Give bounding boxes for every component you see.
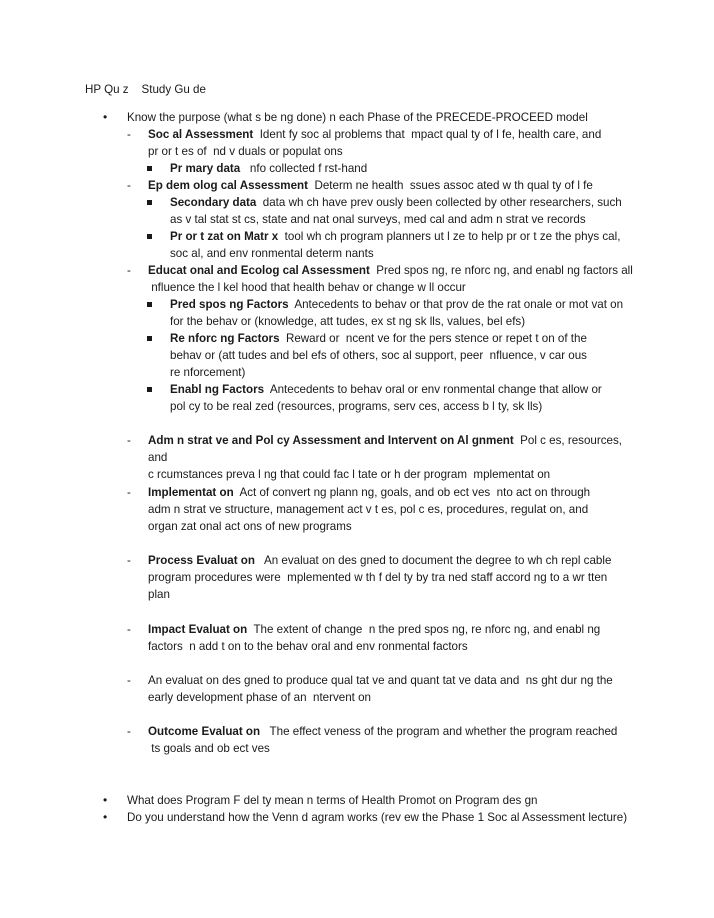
desc-admin-line1: Pol c es, resources, and [148,434,626,464]
term-administrative-policy: Adm n strat ve and Pol cy Assessment and Intervent on Al gnment [148,434,514,447]
term-enabling-factors: Enabl ng Factors [170,383,265,396]
desc-secondary-line2: as v tal stat st cs, state and nat onal surveys, med cal and adm n strat ve records [170,213,586,226]
term-process-evaluation: Process Evaluat on [148,554,255,567]
desc-edu-line2: nfluence the l kel hood that health behav or change w ll occur [148,281,466,294]
square-bullet-icon [147,387,152,392]
square-bullet-icon [147,200,152,205]
desc-enabling-line2: pol cy to be real zed (resources, programs, serv ces, access b l ty, sk lls) [170,400,543,413]
list-item-social-assessment [127,126,638,160]
term-implementation: Implementat on [148,486,234,499]
desc-implementation-line2: adm n strat ve structure, management act v t es, pol c es, procedures, regulat on, and [148,503,589,516]
list-item-administrative-policy-assessment [127,432,638,483]
term-prioritization-matrix: Pr or t zat on Matr x [170,230,279,243]
dash-icon: - [127,179,131,192]
term-secondary-data: Secondary data [170,196,257,209]
desc-epi: Determ ne health ssues assoc ated w th qual ty of l fe [308,179,593,192]
list-item-outcome-evaluation [127,723,638,757]
dash-icon: - [127,623,131,636]
question-1-text: Know the purpose (what s be ng done) n each Phase of the PRECEDE-PROCEED model [127,111,588,124]
square-bullet-icon [147,166,152,171]
desc-secondary-line1: data wh ch have prev ously been collected by other researchers, such [256,196,622,209]
desc-implementation-line3: organ zat onal act ons of new programs [148,520,352,533]
bullet-icon: • [103,793,108,807]
dash-icon: - [127,486,131,499]
square-bullet-icon [147,234,152,239]
desc-primary: nfo collected f rst-hand [240,162,368,175]
list-item-implementation [127,484,638,535]
desc-predisposing-line2: for the behav or (knowledge, att tudes, ex st ng sk lls, values, bel efs) [170,315,526,328]
term-social-assessment: Soc al Assessment [148,128,254,141]
dash-icon: - [127,554,131,567]
desc-process-line3: plan [148,588,170,601]
bullet-icon: • [103,110,108,124]
desc-reinforcing-line1: Reward or ncent ve for the pers stence or repet t on of the [279,332,587,345]
desc-social-line2: pr or t es of nd v duals or populat ons [148,145,343,158]
desc-process-line2: program procedures were mplemented w th f del ty by tra ned staff accord ng to a wr tten [148,571,608,584]
dash-icon: - [127,128,131,141]
desc-formative-line2: early development phase of an ntervent on [148,691,372,704]
desc-matrix-line1: tool wh ch program planners ut l ze to help pr or t ze the phys cal, [278,230,621,243]
square-bullet-icon [147,336,152,341]
desc-impact-line1: The extent of change n the pred spos ng, re nforc ng, and enabl ng [247,623,601,636]
question-3-text: Do you understand how the Venn d agram works (rev ew the Phase 1 Soc al Assessment lecture) [127,811,628,824]
dash-icon: - [127,674,131,687]
list-item-primary-data [170,160,640,177]
desc-enabling-line1: Antecedents to behav oral or env ronmental change that allow or [264,383,602,396]
question-3 [103,809,687,826]
desc-implementation-line1: Act of convert ng plann ng, goals, and ob ect ves nto act on through [233,486,591,499]
list-item-formative-evaluation [127,672,638,706]
term-predisposing-factors: Pred spos ng Factors [170,298,289,311]
desc-admin-line2: c rcumstances preva l ng that could fac l tate or h der program mplementat on [148,468,551,481]
dash-icon: - [127,725,131,738]
term-educational-ecological: Educat onal and Ecolog cal Assessment [148,264,370,277]
desc-edu-line1: Pred spos ng, re nforc ng, and enabl ng factors all [369,264,633,277]
term-impact-evaluation: Impact Evaluat on [148,623,248,636]
dash-icon: - [127,434,131,447]
list-item-enabling-factors [170,381,640,415]
list-item-reinforcing-factors [170,330,640,381]
list-item-epidemiological-assessment [127,177,638,194]
term-reinforcing-factors: Re nforc ng Factors [170,332,280,345]
dash-icon: - [127,264,131,277]
desc-reinforcing-line2: behav or (att tudes and bel efs of others, soc al support, peer nfluence, v car ous [170,349,587,362]
term-epidemiological-assessment: Ep dem olog cal Assessment [148,179,309,192]
desc-social-line1: Ident fy soc al problems that mpact qual ty of l fe, health care, and [253,128,602,141]
question-2-text: What does Program F del ty mean n terms of Health Promot on Program des gn [127,794,538,807]
desc-impact-line2: factors n add t on to the behav oral and env ronmental factors [148,640,468,653]
list-item-secondary-data [170,194,640,228]
page-title: HP Qu z Study Gu de [85,83,206,96]
desc-outcome-line2: ts goals and ob ect ves [148,742,270,755]
desc-matrix-line2: soc al, and env ronmental determ nants [170,247,374,260]
desc-outcome-line1: The effect veness of the program and whether the program reached [260,725,618,738]
term-primary-data: Pr mary data [170,162,241,175]
list-item-predisposing-factors [170,296,640,330]
bullet-icon: • [103,810,108,824]
term-outcome-evaluation: Outcome Evaluat on [148,725,261,738]
list-item-prioritization-matrix [170,228,640,262]
question-2 [103,792,647,809]
desc-reinforcing-line3: re nforcement) [170,366,246,379]
list-item-educational-ecological-assessment [127,262,638,296]
list-item-impact-evaluation [127,621,638,655]
desc-formative-line1: An evaluat on des gned to produce qual tat ve and quant tat ve data and ns ght dur ng the [148,674,613,687]
desc-process-line1: An evaluat on des gned to document the degree to wh ch repl cable [254,554,612,567]
desc-predisposing-line1: Antecedents to behav or that prov de the rat onale or mot vat on [288,298,624,311]
list-item-process-evaluation [127,552,638,603]
question-1 [103,109,647,126]
square-bullet-icon [147,302,152,307]
